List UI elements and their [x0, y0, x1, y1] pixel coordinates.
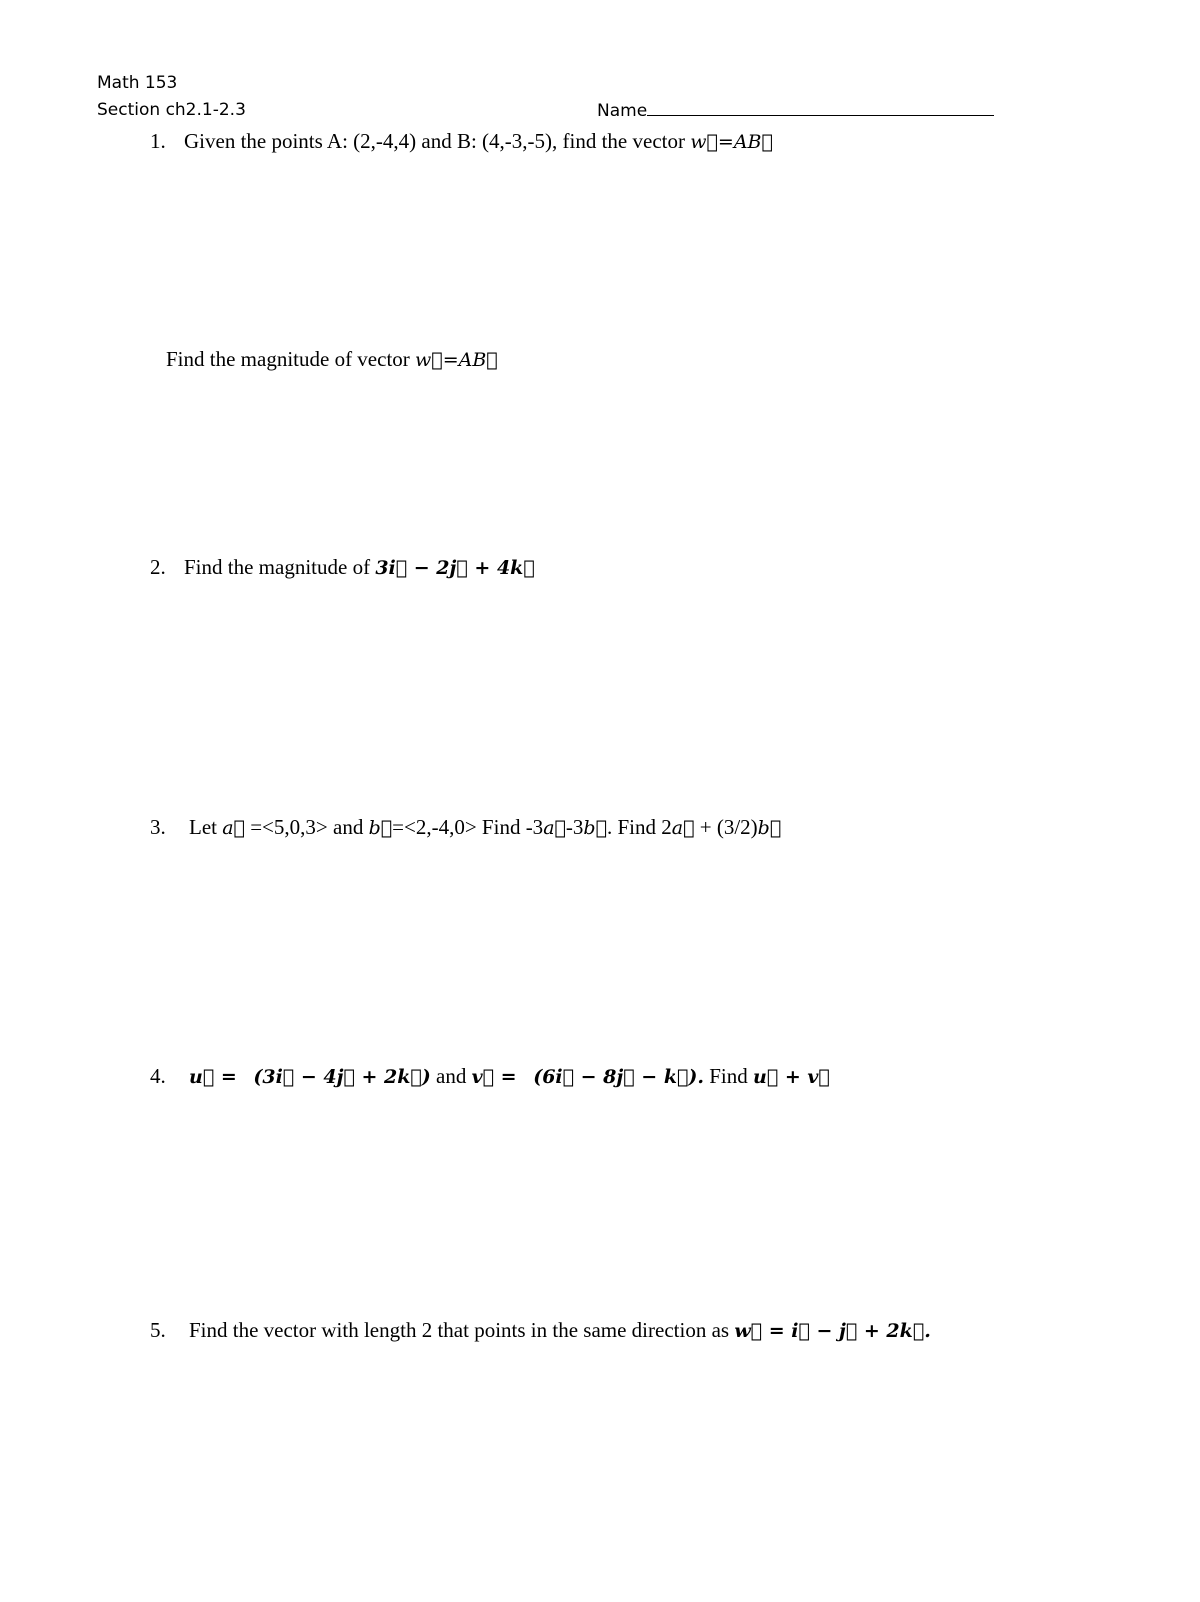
vector-a: a⃗ — [671, 817, 695, 839]
question-text-part: and — [430, 1064, 472, 1088]
question-text-part: Let — [189, 815, 223, 839]
name-underline — [647, 100, 994, 116]
name-field[interactable] — [597, 100, 994, 121]
vector-b: b⃗ — [368, 817, 393, 839]
question-5 — [150, 1318, 931, 1343]
question-text: Find the vector with length 2 that points in the same direction as — [189, 1318, 735, 1342]
vector-v-def: v⃗ = — [471, 1066, 524, 1088]
question-3 — [150, 815, 781, 840]
question-number: 5. — [150, 1318, 166, 1342]
vector-a: a⃗ — [543, 817, 566, 839]
followup-math: w⃗=AB⃗ — [415, 349, 498, 371]
question-text: Given the points A: (2,-4,4) and B: (4,-3,-5), find the vector — [184, 129, 691, 153]
question-1-followup — [166, 347, 498, 372]
question-math: w⃗=AB⃗ — [690, 131, 773, 153]
question-2 — [150, 555, 535, 580]
course-title: Math 153 — [97, 73, 178, 93]
question-text: Find the magnitude of — [184, 555, 376, 579]
question-number: 1. — [150, 129, 166, 153]
question-1 — [150, 129, 773, 154]
question-number: 2. — [150, 555, 166, 579]
followup-text: Find the magnitude of vector — [166, 347, 416, 371]
vector-v-expr: (6i⃗ − 8j⃗ − k⃗). — [533, 1066, 704, 1088]
question-text-part: . Find 2 — [607, 815, 672, 839]
question-4 — [150, 1064, 830, 1089]
vector-b: b⃗ — [583, 817, 607, 839]
question-number: 3. — [150, 815, 166, 839]
vector-u-expr: (3i⃗ − 4j⃗ + 2k⃗) — [253, 1066, 431, 1088]
section-label: Section ch2.1-2.3 — [97, 100, 246, 120]
question-text-part: =<5,0,3> and — [244, 815, 369, 839]
vector-u-def: u⃗ = — [189, 1066, 244, 1088]
question-number: 4. — [150, 1064, 166, 1088]
name-label: Name — [597, 101, 648, 121]
vector-b: b⃗ — [757, 817, 782, 839]
question-text-part: Find — [704, 1064, 754, 1088]
question-text-part: -3 — [565, 815, 584, 839]
sum-expr: u⃗ + v⃗ — [753, 1066, 830, 1088]
question-math: 3i⃗ − 2j⃗ + 4k⃗ — [375, 557, 535, 579]
question-text-part: + (3/2) — [694, 815, 758, 839]
vector-a: a⃗ — [222, 817, 245, 839]
question-text-part: =<2,-4,0> Find -3 — [392, 815, 544, 839]
question-math: w⃗ = i⃗ − j⃗ + 2k⃗. — [734, 1320, 931, 1342]
